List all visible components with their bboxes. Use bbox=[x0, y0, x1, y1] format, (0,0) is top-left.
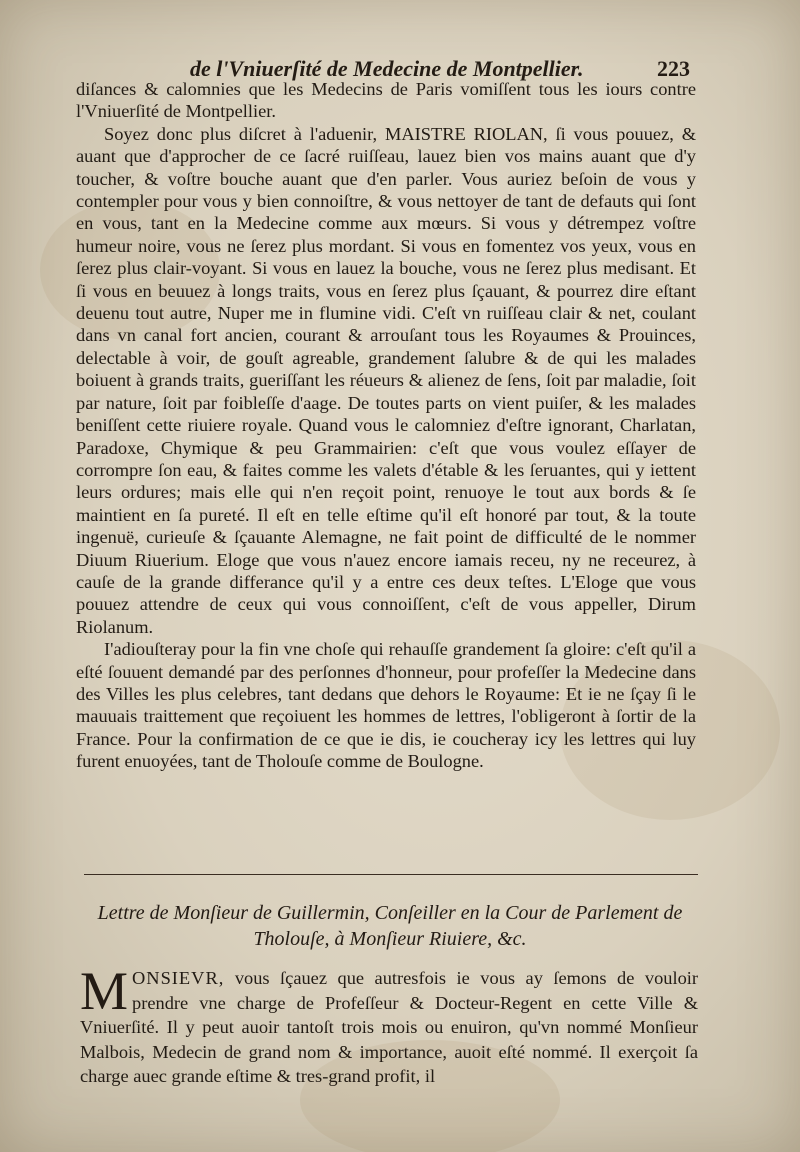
drop-cap: M bbox=[80, 961, 129, 1021]
letter-salutation: ONSIEVR, bbox=[132, 968, 225, 988]
letter-body bbox=[80, 961, 698, 1089]
letter-title: Lettre de Monſieur de Guillermin, Conſeiller en la Cour de Parlement de Tholouſe, à Monſieur Riuiere, &c. bbox=[97, 902, 683, 950]
page-number: 223 bbox=[657, 56, 690, 81]
paragraph: diſances & calomnies que les Medecins de Paris vomiſſent tous les iours contre l'Vniuerſité de Montpellier. bbox=[76, 79, 696, 122]
paragraph: Soyez donc plus diſcret à l'aduenir, MAISTRE RIOLAN, ſi vous pouuez, & auant que d'approcher de ce ſacré ruiſſeau, lauez bien vos mains auant que d'y toucher, & voſtre bouche auant que d'en parler. Vous auriez beſoin de vous y contempler pour vous y bien connoiſtre, & vous nettoyer de tant de defauts qui ſont en vous, tant en la Medecine comme aux mœurs. Si vous y détrempez voſtre humeur noire, vous ne ſerez plus mordant. Si vous en fomentez vos yeux, vous en ſerez plus clair-voyant. Si vous en lauez la bouche, vous ne ſerez plus medisant. Et ſi vous en beuuez à longs traits, vous en ſerez plus ſçauant, & pourrez dire eſtant deuenu tout autre, Nuper me in flumine vidi. C'eſt vn ruiſſeau clair & net, coulant dans vn canal fort ancien, courant & arrouſant tous les Royaumes & Prouinces, delectable à voir, de gouſt agreable, grandement ſalubre & de qui les malades boiuent à grands traits, gueriſſant les réueurs & alienez de ſens, ſoit par maladie, ſoit par nature, ſoit par foibleſſe d'aage. De toutes parts on vient puiſer, & les malades beniſſent cette riuiere royale. Quand vous le calomniez d'eſtre ignorant, Charlatan, Paradoxe, Chymique & peu Grammairien: c'eſt que vous voulez eſſayer de corrompre ſon eau, & faites comme les valets d'étable & les ſeruantes, qui y iettent leurs ordures; mais elle qui n'en reçoit point, renuoye le tout aux bords & ſe maintient en ſa pureté. Il eſt en telle eſtime qu'il eſt honoré par tout, & la toute ingenuë, curieuſe & ſçauante Alemagne, ne fait point de difficulté de le nommer Diuum Riuerium. Eloge que vous n'auez encore iamais receu, ny ne receurez, à cauſe de la grande differance qu'il y a entre ces deux teſtes. L'Eloge que vous pouuez attendre de ceux qui vous connoiſſent, c'eſt de vous appeller, Dirum Riolanum. bbox=[76, 123, 696, 637]
main-text bbox=[76, 78, 696, 773]
letter-text: vous ſçauez que autresfois ie vous ay ſemons de vouloir prendre vne charge de Profeſſeur & Docteur-Regent en cette Ville & Vniuerſité. Il y peut auoir tantoſt trois mois ou enuiron, qu'vn nommé Monſieur Malbois, Medecin de grand nom & importance, auoit eſté nommé. Il exerçoit ſa charge auec grande eſtime & tres-grand profit, il bbox=[80, 968, 698, 1086]
section-divider bbox=[84, 874, 698, 875]
running-title: de l'Vniuerſité de Medecine de Montpellier. bbox=[190, 56, 584, 81]
paragraph: I'adiouſteray pour la fin vne choſe qui rehauſſe grandement ſa gloire: c'eſt qu'il a eſté ſouuent demandé par des perſonnes d'honneur, pour profeſſer la Medecine dans des Villes les plus celebres, tant dedans que dehors le Royaume: Et ie ne ſçay ſi le mauuais traittement que reçoiuent les hommes de lettres, l'obligeront à ſortir de la France. Pour la confirmation de ce que ie dis, ie coucheray icy les lettres qui luy furent enuoyées, tant de Tholouſe comme de Boulogne. bbox=[76, 639, 696, 772]
